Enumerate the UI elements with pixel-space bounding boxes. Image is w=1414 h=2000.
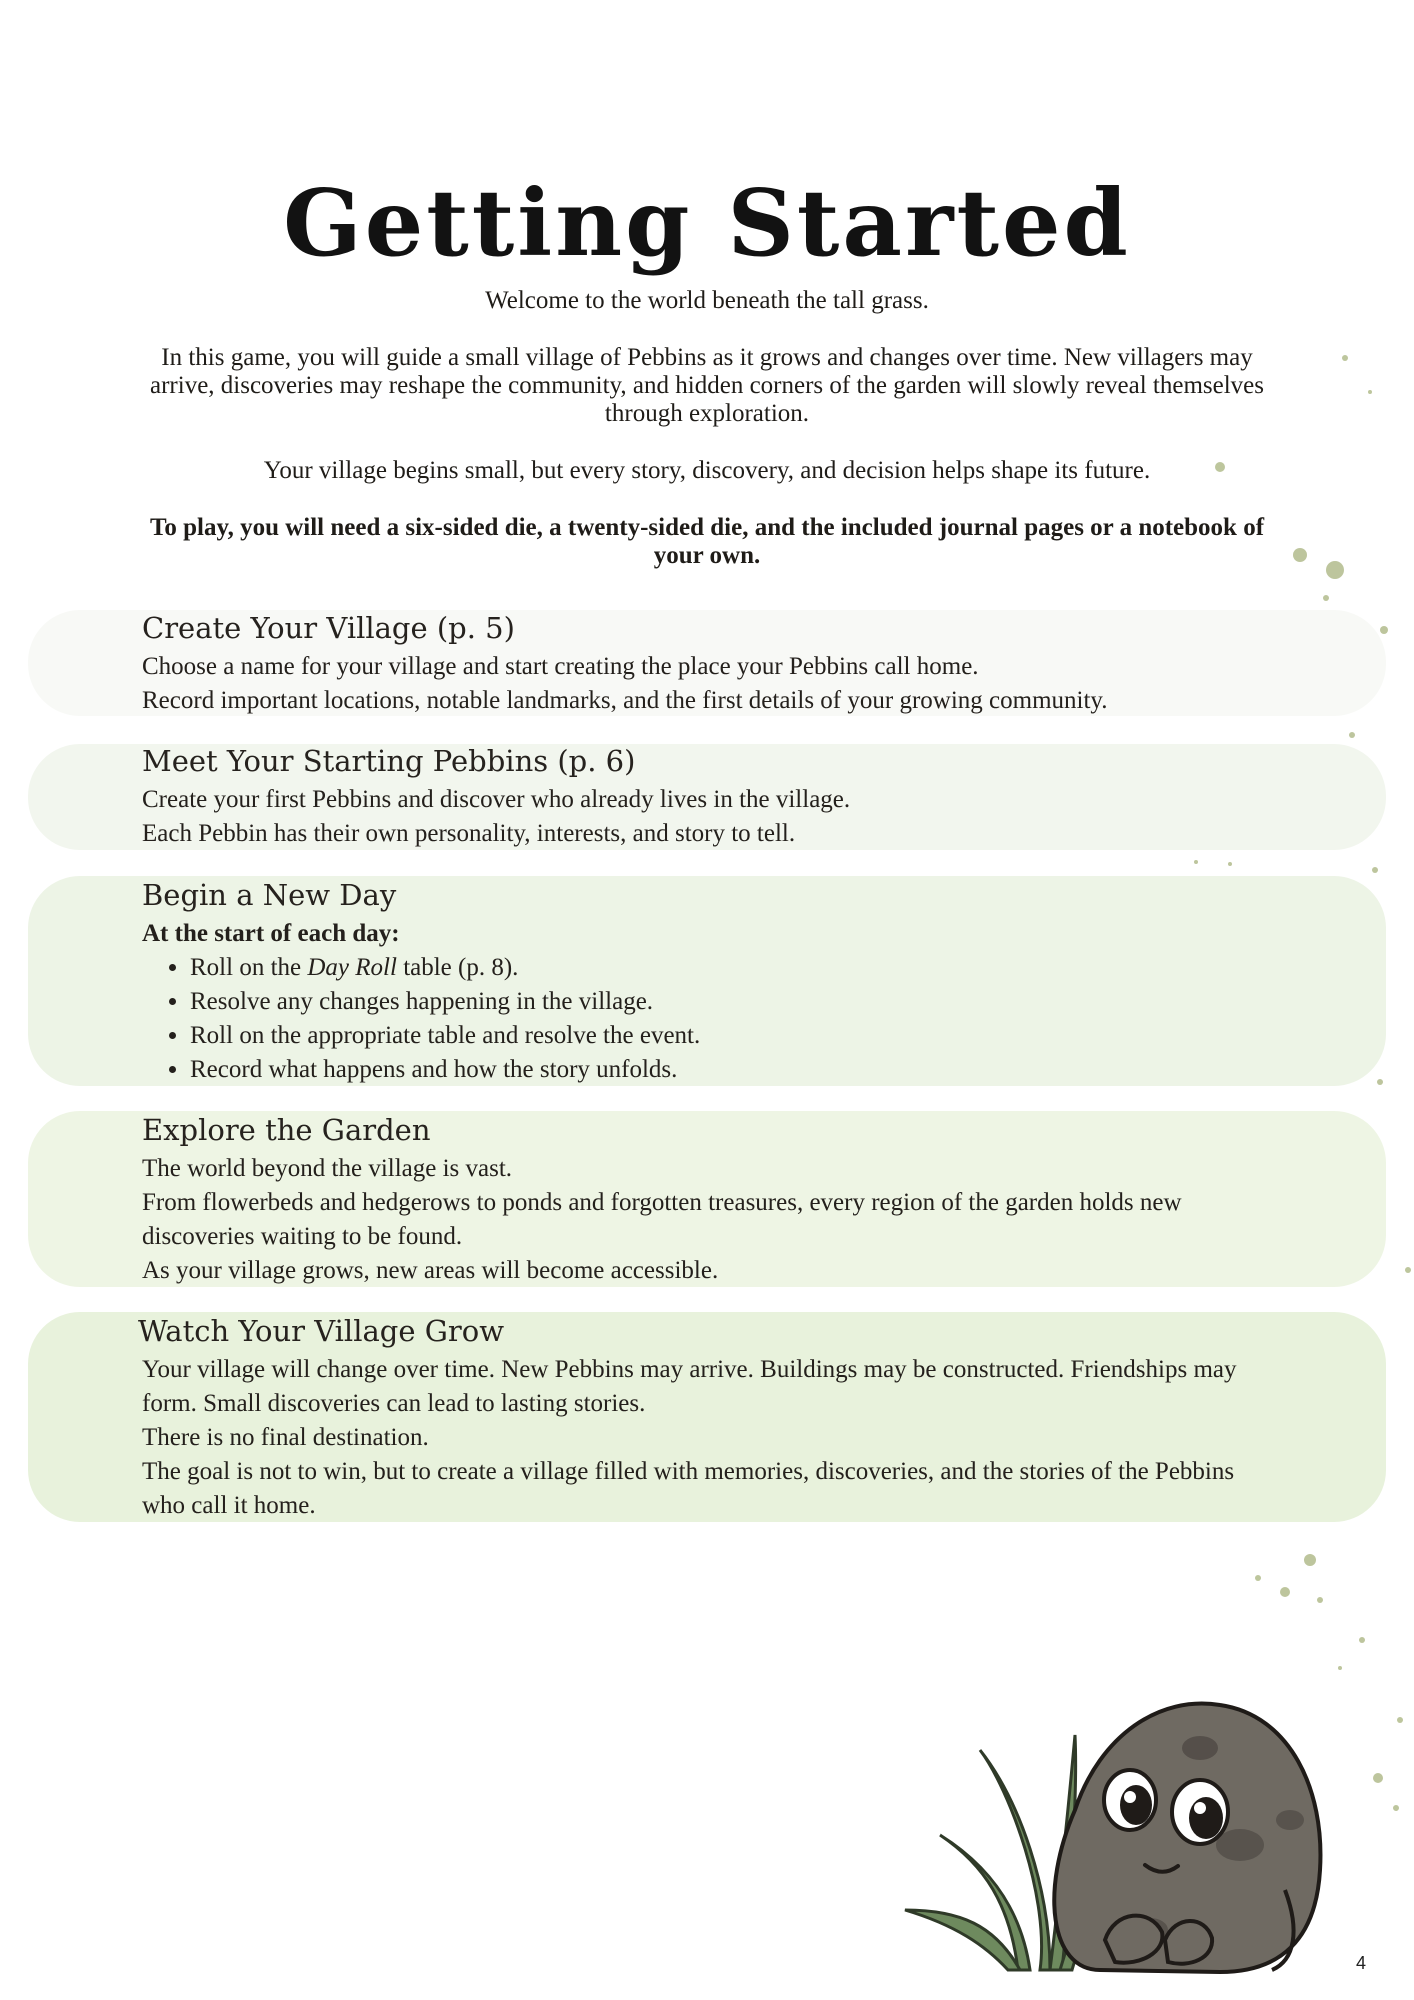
section-line: Choose a name for your village and start creating the place your Pebbins call home. bbox=[142, 653, 979, 680]
page-number: 4 bbox=[1355, 1953, 1366, 1973]
section-title-new-day: Begin a New Day bbox=[142, 878, 397, 912]
section-title-meet-pebbins: Meet Your Starting Pebbins (p. 6) bbox=[142, 744, 636, 778]
list-item: • Resolve any changes happening in the village. bbox=[190, 985, 1282, 1019]
section-line: From flowerbeds and hedgerows to ponds and forgotten treasures, every region of the garden holds new discoveries waiting to be found. bbox=[142, 1189, 1182, 1250]
section-title-explore-garden: Explore the Garden bbox=[142, 1113, 431, 1147]
list-item bbox=[190, 951, 1282, 985]
section-line: There is no final destination. bbox=[142, 1424, 429, 1451]
section-body-explore-garden bbox=[142, 1152, 1282, 1288]
pebbin-illustration bbox=[900, 1640, 1340, 1980]
section-body-create-village bbox=[142, 650, 1282, 718]
section-line: Each Pebbin has their own personality, interests, and story to tell. bbox=[142, 820, 796, 847]
section-line: The world beyond the village is vast. bbox=[142, 1155, 513, 1182]
intro-welcome: Welcome to the world beneath the tall grass. bbox=[485, 287, 929, 314]
section-line: As your village grows, new areas will become accessible. bbox=[142, 1257, 719, 1284]
section-line: The goal is not to win, but to create a village filled with memories, discoveries, and the stories of the Pebbins who call it home. bbox=[142, 1458, 1235, 1519]
pebble-creature-icon bbox=[1054, 1703, 1320, 1972]
section-line: Create your first Pebbins and discover who already lives in the village. bbox=[142, 786, 851, 813]
intro-village: Your village begins small, but every story, discovery, and decision helps shape its future. bbox=[263, 457, 1151, 484]
list-item-text: Roll on the bbox=[190, 954, 308, 981]
list-item: • Roll on the appropriate table and resolve the event. bbox=[190, 1019, 1282, 1053]
list-item: • Record what happens and how the story unfolds. bbox=[190, 1053, 1282, 1087]
list-item-text: table (p. 8). bbox=[396, 954, 519, 981]
section-title-village-grow: Watch Your Village Grow bbox=[138, 1314, 505, 1348]
section-body-village-grow bbox=[142, 1353, 1282, 1523]
section-body-new-day bbox=[142, 917, 1282, 1087]
section-line: Record important locations, notable landmarks, and the first details of your growing community. bbox=[142, 687, 1108, 714]
section-body-meet-pebbins bbox=[142, 783, 1282, 851]
section-subheading: At the start of each day: bbox=[142, 920, 400, 947]
section-line: Your village will change over time. New Pebbins may arrive. Buildings may be constructed. Friendships may form. Small discoveries can lead to lasting stories. bbox=[142, 1356, 1237, 1417]
page-title: Getting Started bbox=[283, 169, 1131, 277]
intro-paragraph: In this game, you will guide a small village of Pebbins as it grows and changes over time. New villagers may arrive, discoveries may reshape the community, and hidden corners of the garden will slowly reveal themselves through exploration. bbox=[150, 344, 1264, 427]
day-roll-reference: Day Roll bbox=[307, 954, 397, 981]
intro-requirements: To play, you will need a six-sided die, a twenty-sided die, and the included journal pages or a notebook of your own. bbox=[149, 514, 1265, 569]
section-title-create-village: Create Your Village (p. 5) bbox=[142, 611, 515, 645]
day-steps-list bbox=[142, 951, 1282, 1087]
